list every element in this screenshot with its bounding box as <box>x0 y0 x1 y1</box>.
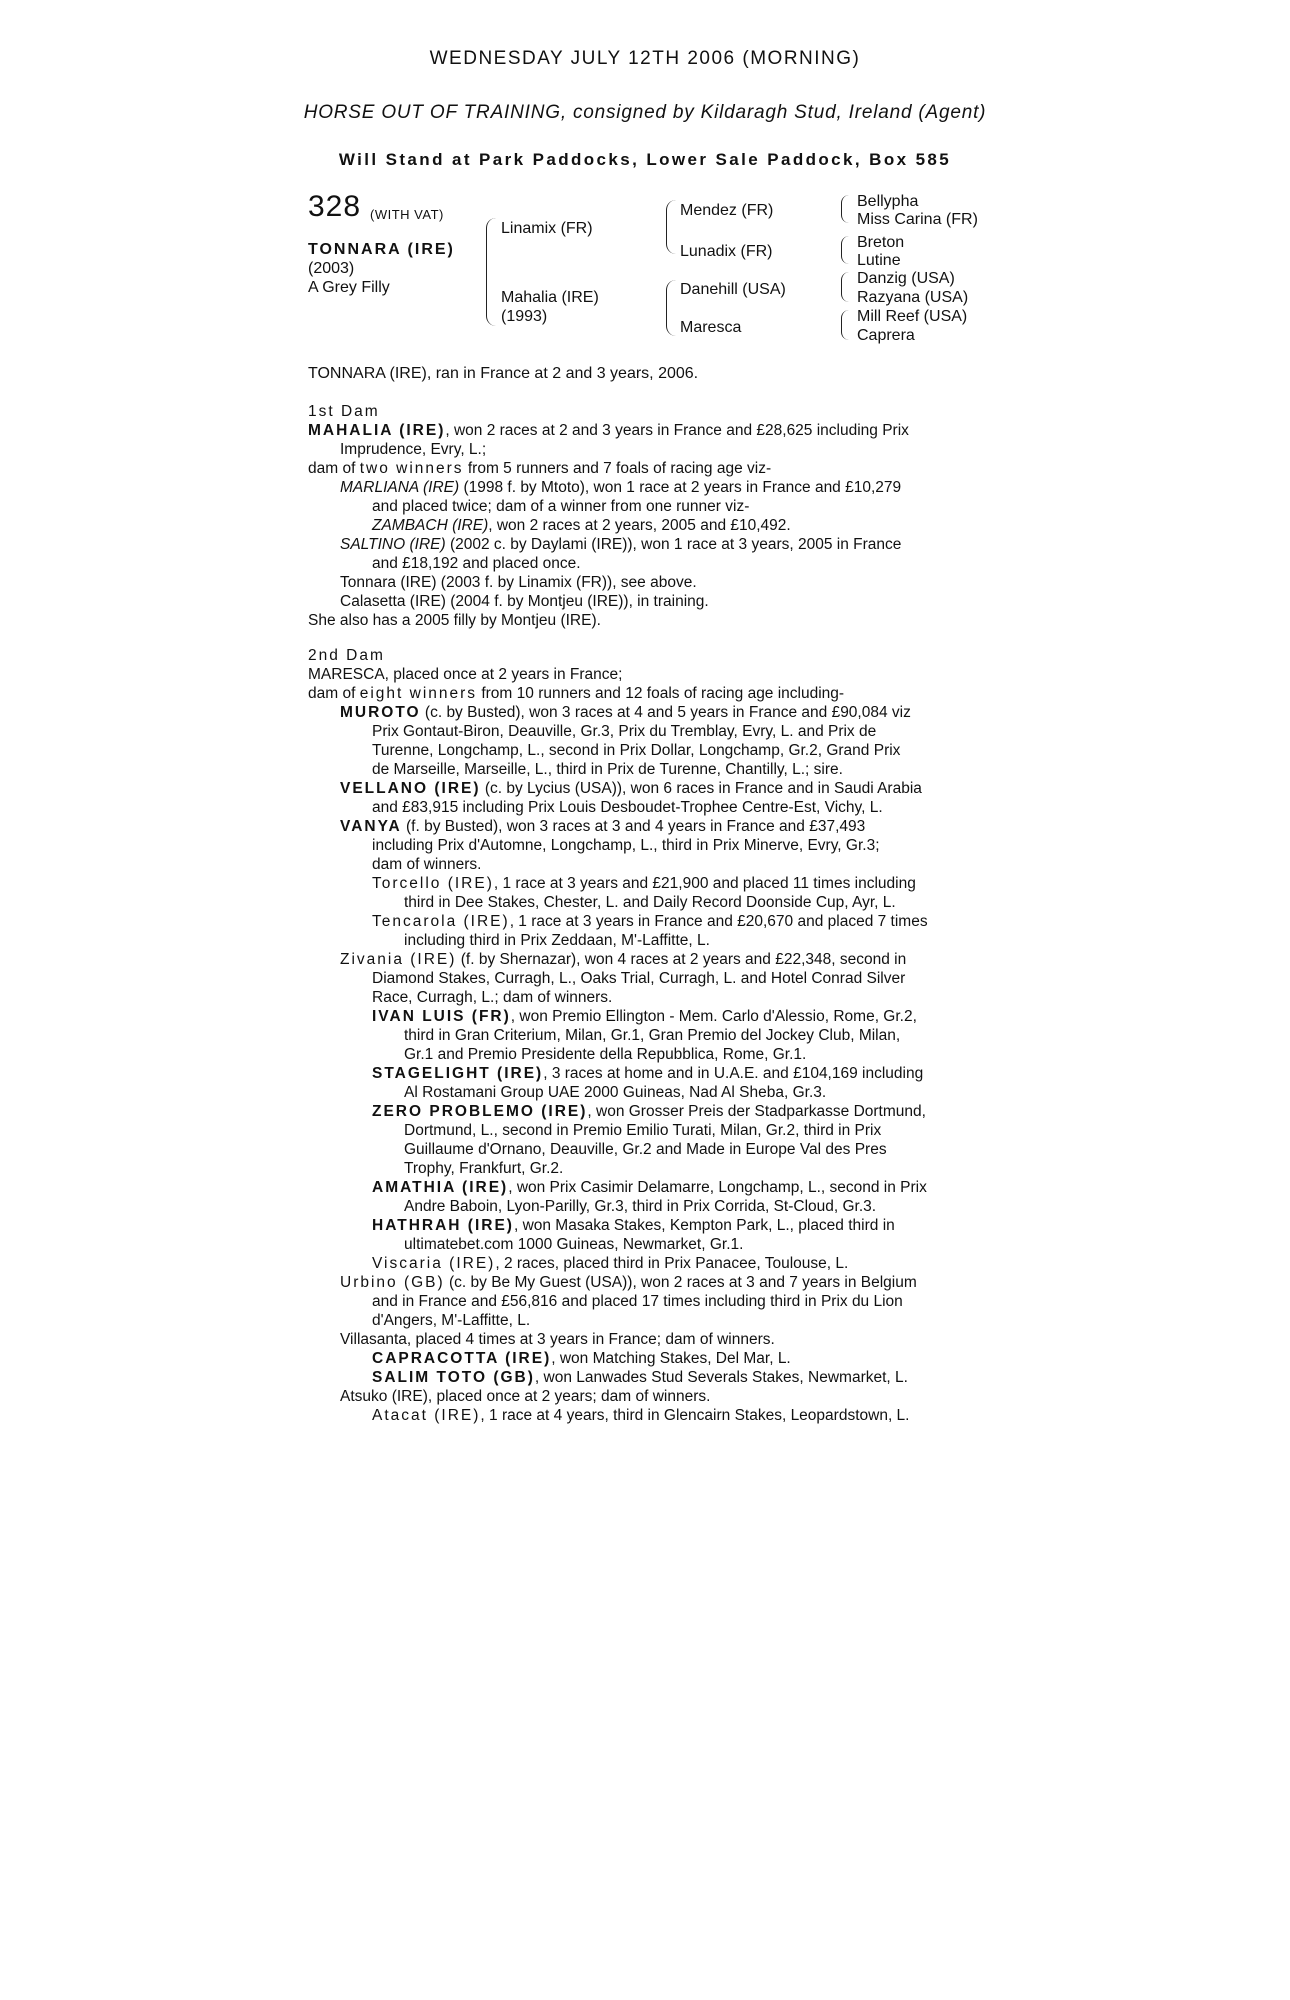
progeny-line: Trophy, Frankfurt, Gr.2. <box>404 1160 564 1177</box>
progeny-line: third in Gran Criterium, Milan, Gr.1, Gran Premio del Jockey Club, Milan, <box>404 1027 901 1044</box>
progeny-line: Al Rostamani Group UAE 2000 Guineas, Nad Al Sheba, Gr.3. <box>404 1084 827 1101</box>
progeny-line: de Marseille, Marseille, L., third in Prix de Turenne, Chantilly, L.; sire. <box>372 761 843 778</box>
progeny-line: ZAMBACH (IRE), won 2 races at 2 years, 2005 and £10,492. <box>372 517 791 534</box>
progeny-line: Diamond Stakes, Curragh, L., Oaks Trial, Curragh, L. and Hotel Conrad Silver <box>372 970 906 987</box>
sale-date: WEDNESDAY JULY 12TH 2006 (MORNING) <box>429 48 861 69</box>
progeny-line: Tonnara (IRE) (2003 f. by Linamix (FR)), see above. <box>340 574 697 591</box>
progeny-line: including third in Prix Zeddaan, M'-Laffitte, L. <box>404 932 710 949</box>
progeny-line: HATHRAH (IRE), won Masaka Stakes, Kempton Park, L., placed third in <box>372 1217 895 1234</box>
vat-note: (WITH VAT) <box>370 207 444 222</box>
pedigree-brace <box>666 200 677 254</box>
pedigree-brace <box>841 310 849 340</box>
progeny-line: Race, Curragh, L.; dam of winners. <box>372 989 613 1006</box>
progeny-line: Urbino (GB) (c. by Be My Guest (USA)), won 2 races at 3 and 7 years in Belgium <box>340 1274 917 1291</box>
progeny-line: IVAN LUIS (FR), won Premio Ellington - Mem. Carlo d'Alessio, Rome, Gr.2, <box>372 1008 917 1025</box>
progeny-line: Viscaria (IRE), 2 races, placed third in Prix Panacee, Toulouse, L. <box>372 1255 849 1272</box>
section-heading: 2nd Dam <box>308 647 385 664</box>
progeny-line: and £18,192 and placed once. <box>372 555 581 572</box>
lot-number: 328 <box>308 190 362 223</box>
progeny-line: Atacat (IRE), 1 race at 4 years, third in Glencairn Stakes, Leopardstown, L. <box>372 1407 910 1424</box>
dam-name: Mahalia (IRE) <box>501 289 599 306</box>
progeny-line: ultimatebet.com 1000 Guineas, Newmarket, Gr.1. <box>404 1236 744 1253</box>
progeny-line: Guillaume d'Ornano, Deauville, Gr.2 and Made in Europe Val des Pres <box>404 1141 887 1158</box>
sire-sire: Mendez (FR) <box>680 202 774 219</box>
progeny-line: and placed twice; dam of a winner from one runner viz- <box>372 498 750 515</box>
horse-description: A Grey Filly <box>308 279 390 296</box>
progeny-line: third in Dee Stakes, Chester, L. and Daily Record Doonside Cup, Ayr, L. <box>404 894 896 911</box>
progeny-line: CAPRACOTTA (IRE), won Matching Stakes, Del Mar, L. <box>372 1350 791 1367</box>
progeny-line: AMATHIA (IRE), won Prix Casimir Delamarre, Longchamp, L., second in Prix <box>372 1179 927 1196</box>
pedigree-brace <box>666 280 677 336</box>
progeny-line: SALIM TOTO (GB), won Lanwades Stud Severals Stakes, Newmarket, L. <box>372 1369 908 1386</box>
progeny-line: dam of winners. <box>372 856 482 873</box>
progeny-line: Andre Baboin, Lyon-Parilly, Gr.3, third in Prix Corrida, St-Cloud, Gr.3. <box>404 1198 877 1215</box>
pedigree-ancestor: Razyana (USA) <box>857 289 969 306</box>
progeny-line: MARLIANA (IRE) (1998 f. by Mtoto), won 1 race at 2 years in France and £10,279 <box>340 479 902 496</box>
pedigree-ancestor: Breton <box>857 234 905 251</box>
progeny-line: Gr.1 and Premio Presidente della Repubblica, Rome, Gr.1. <box>404 1046 807 1063</box>
progeny-line: and £83,915 including Prix Louis Desboudet-Trophee Centre-Est, Vichy, L. <box>372 799 883 816</box>
progeny-line: Dortmund, L., second in Premio Emilio Turati, Milan, Gr.2, third in Prix <box>404 1122 882 1139</box>
progeny-line: Villasanta, placed 4 times at 3 years in France; dam of winners. <box>340 1331 775 1348</box>
dam-line: MAHALIA (IRE), won 2 races at 2 and 3 years in France and £28,625 including Prix <box>308 422 909 439</box>
first-dam-section <box>308 402 988 630</box>
progeny-line: Atsuko (IRE), placed once at 2 years; dam of winners. <box>340 1388 711 1405</box>
pedigree-ancestor: Lutine <box>857 252 901 269</box>
progeny-line: She also has a 2005 filly by Montjeu (IRE). <box>308 612 601 629</box>
pedigree-ancestor: Bellypha <box>857 193 919 210</box>
pedigree-ancestor: Danzig (USA) <box>857 270 955 287</box>
section-heading: 1st Dam <box>308 403 380 420</box>
dam-year: (1993) <box>501 308 548 325</box>
pedigree-brace <box>841 272 849 302</box>
pedigree-ancestor: Mill Reef (USA) <box>857 308 968 325</box>
pedigree-brace <box>841 195 849 223</box>
pedigree-ancestor: Miss Carina (FR) <box>857 211 978 228</box>
pedigree-brace <box>841 236 849 264</box>
progeny-line: Prix Gontaut-Biron, Deauville, Gr.3, Prix du Tremblay, Evry, L. and Prix de <box>372 723 877 740</box>
progeny-line: Tencarola (IRE), 1 race at 3 years in France and £20,670 and placed 7 times <box>372 913 928 930</box>
dam-sire: Danehill (USA) <box>680 281 786 298</box>
progeny-line: Torcello (IRE), 1 race at 3 years and £21,900 and placed 11 times including <box>372 875 916 892</box>
race-summary: TONNARA (IRE), ran in France at 2 and 3 years, 2006. <box>308 365 699 382</box>
progeny-line: VELLANO (IRE) (c. by Lycius (USA)), won 6 races in France and in Saudi Arabia <box>340 780 922 797</box>
progeny-line: MUROTO (c. by Busted), won 3 races at 4 and 5 years in France and £90,084 viz <box>340 704 911 721</box>
progeny-line: VANYA (f. by Busted), won 3 races at 3 and 4 years in France and £37,493 <box>340 818 866 835</box>
progeny-line: d'Angers, M'-Laffitte, L. <box>372 1312 531 1329</box>
pedigree-ancestor: Caprera <box>857 327 915 344</box>
progeny-line: ZERO PROBLEMO (IRE), won Grosser Preis der Stadparkasse Dortmund, <box>372 1103 926 1120</box>
progeny-line: Calasetta (IRE) (2004 f. by Montjeu (IRE)), in training. <box>340 593 709 610</box>
progeny-line: Turenne, Longchamp, L., second in Prix Dollar, Longchamp, Gr.2, Grand Prix <box>372 742 901 759</box>
foaling-year: (2003) <box>308 260 355 277</box>
progeny-line: Zivania (IRE) (f. by Shernazar), won 4 races at 2 years and £22,348, second in <box>340 951 907 968</box>
dam-line: dam of eight winners from 10 runners and 12 foals of racing age including- <box>308 685 845 702</box>
progeny-line: SALTINO (IRE) (2002 c. by Daylami (IRE)), won 1 race at 3 years, 2005 in France <box>340 536 902 553</box>
second-dam-section <box>308 646 988 1425</box>
pedigree-brace <box>486 218 497 326</box>
sire-dam: Lunadix (FR) <box>680 243 773 260</box>
dam-line: Imprudence, Evry, L.; <box>340 441 487 458</box>
dam-line: MARESCA, placed once at 2 years in France; <box>308 666 623 683</box>
sire-name: Linamix (FR) <box>501 220 593 237</box>
progeny-line: STAGELIGHT (IRE), 3 races at home and in U.A.E. and £104,169 including <box>372 1065 924 1082</box>
horse-name: TONNARA (IRE) <box>308 241 455 258</box>
consignment-line: HORSE OUT OF TRAINING, consigned by Kildaragh Stud, Ireland (Agent) <box>303 102 987 123</box>
progeny-line: and in France and £56,816 and placed 17 times including third in Prix du Lion <box>372 1293 903 1310</box>
dam-dam: Maresca <box>680 319 742 336</box>
box-location: Will Stand at Park Paddocks, Lower Sale Paddock, Box 585 <box>338 150 952 169</box>
progeny-line: including Prix d'Automne, Longchamp, L., third in Prix Minerve, Evry, Gr.3; <box>372 837 880 854</box>
dam-line: dam of two winners from 5 runners and 7 foals of racing age viz- <box>308 460 772 477</box>
